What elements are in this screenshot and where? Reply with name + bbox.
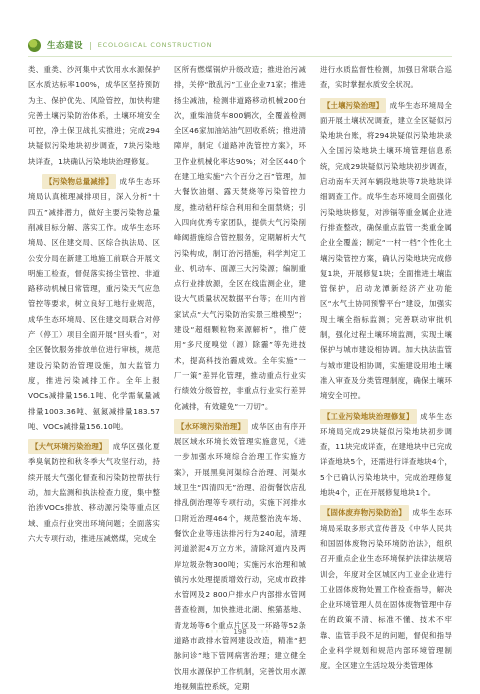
paragraph-text: 进行水质监督性检测，加强日常联合巡查，实时掌握水质安全状况。 <box>320 65 452 90</box>
text-column-middle <box>174 62 306 694</box>
leaf-logo-icon <box>28 39 41 52</box>
paragraph-text: 区所有燃煤锅炉升级改造；推进治污减排，关停“散乱污”工业企业71家；推进扬尘减油，检测非道路移动机械200台次，重柴油货车800辆次，全覆盖检测全区46家加油站油气回收系统；推进清障岸，制定《道路冲洗管控方案》，环卫作业机械化率达90%；对全区440个在建工地实施“六个百分之百”管理，加大餐饮油烟、露天焚烧等污染管控力度，推动秸秆综合利用和全面禁烧；引入四向优秀专家团队，提供大气污染削峰阈措施综合管控服务，定期解析大气污染构成，制订治污措施，科学判定工业、机动车、面源三大污染源；编制重点行业排放源，全区在线监测企业，建设大气质量状况数据平台等；在川内首家试点“大气污染防治实景三维模型”；建设“超细颗粒物来源解析”，推广使用“多尺度嗅觉（源）除霾”等先进技术，提高科技治霾成效。全年实施“一厂一策”差异化管理，推动重点行业实行绩效分级管控，非重点行业实行差异化减排，有效避免“一刀切”。 <box>174 65 306 411</box>
section-title-cn: 生态建设 <box>47 41 84 51</box>
paragraph-heading-tag: 【水环境污染治理】 <box>174 419 248 434</box>
page-header <box>28 38 212 52</box>
paragraph <box>320 409 452 501</box>
paragraph-text: 成华生态环境局全面开展土壤状况调查，建立全区疑似污染地块台账，将294块疑似污染地块录入全国污染地块土壤环境管理信息系统，完成29块疑似污染地块初步调查，启动南车天河车辆段地块等7块地块详细调查工作。成华生态环境局全面强化污染地块修复，对涉镉等重金属企业进行排查整改，确保重点监管一类重金属企业全覆盖；制定“一村一档”个性化土壤污染管控方案，确认污染地块完成修复1块，开展修复1块；全面推进土壤监管保护，启动龙潭新经济产业功能区“水气土协同预警平台”建设，加强实现土壤全指标监测；完善联动审批机制，强化过程土壤环境监测，实现土壤保护与城市建设相协调。加大执法监管与城市建设相协调，实施建设用地土壤准入审查及分类管理制度，确保土壤环境安全可控。 <box>320 100 452 401</box>
paragraph-text: 类、重类、沙河集中式饮用水水源保护区水质达标率100%，成华区坚持预防为主、保护优先、风险管控，加快构建完善土壤污染防治体系，土壤环境安全可控，净土保卫战扎实推进；完成294块疑似污染地块初步调查，7块污染地块详查，1块确认污染地块治理修复。 <box>28 65 160 166</box>
paragraph-heading-tag: 【污染物总量减排】 <box>42 174 116 189</box>
paragraph-text: 成华生态环境局认真梳理减排项目，深入分析“十四五”减排潜力，做好主要污染物总量削减目标分解、落实工作。成华生态环境局、区住建交局、区综合执法局、区公安分局在新建工地施工前联合开展文明施工检查，督促落实扬尘管控、非道路移动机械日常管理，重污染天气应急管控等要求，树立良好工地行业规范，成华生态环境局、区住建交局联合对停产（停工）项目全面开展“回头看”，对全区餐饮服务排放单位进行审核，规范建设污染防治管理设施，加大监管力度，推进污染减排工作。全年上报VOCs减排量156.1吨、化学需氧量减排量1003.36吨、氨氮减排量183.57吨、VOCs减排量156.10吨。 <box>28 177 160 431</box>
section-separator: | <box>89 40 92 50</box>
footer-ornament-right: ◦◦◦ <box>254 628 271 636</box>
paragraph-heading-tag: 【土壤污染治理】 <box>320 98 386 113</box>
paragraph <box>174 62 306 414</box>
header-divider <box>28 56 452 57</box>
footer-ornament-left: ◦◦◦ <box>209 628 226 636</box>
text-column-right <box>320 62 452 694</box>
paragraph <box>28 62 160 169</box>
paragraph <box>28 174 160 434</box>
paragraph <box>174 419 306 694</box>
paragraph-text: 成华区强化夏季臭氧防控和秋冬季大气攻坚行动，持续开展大气强化督查和污染防控帮扶行动，加大监测和执法检查力度，集中整治涉VOCs排放、移动源污染等重点区域、重点行业突出环境问题；全面落实六大专项行动，推进压减燃煤，完成全 <box>28 442 160 543</box>
section-title-en: ECOLOGICAL CONSTRUCTION <box>97 41 213 49</box>
paragraph-heading-tag: 【固体废弃物污染防治】 <box>320 505 409 520</box>
paragraph-text: 成华生态环境局完成29块疑似污染地块初步调查，11块完成详查，在建地块中已完成详查地块5个，还需进行详查地块4个，5个已确认污染地块中，完成治理修复地块4个，正在开展修复地块1个。 <box>320 411 452 498</box>
paragraph <box>320 98 452 404</box>
paragraph-text: 成华生态环境局采取多形式宣传普及《中华人民共和国固体废物污染环境防治法》，组织召开重点企业生态环境保护法律法规培训会，年度对全区城区内工业企业进行工业固体废物处置工作检查指导，解决企业环境管理人员在固体废物管理中存在的政策不清、标准不懂、技术不牢靠、监管手段不足的问题，督促和指导企业科学规划和规范内部环境管理制度。全区建立生活垃圾分类管理体 <box>320 508 452 671</box>
paragraph-text: 成华区由有序开展区域水环境长效管理实施意见，《进一步加强水环境综合治理工作实施方案》，开展黑臭河渠综合治理、河渠水域卫生“四清四无”治理、沿街餐饮店乱排乱倒治理等专项行动，实施下河排水口附近治理464个，规范整治洗车场、餐饮企业等违法排污行为240起，清理河道淤泥4万立方米，清除河道内及两岸垃圾杂物300吨；实施污水治理和城镇污水处理提质增效行动，完成市政排水管网及2 800户排水户内部排水管网普查检测，加快推进北湖、熊猫基地、青龙场等6个重点片区及一环路等52条道路市政排水管网建设改造，精准“把脉问诊”地下管网病害治理；建立健全饮用水源保护工作机制，完善饮用水源地视频监控系统，定期 <box>174 421 306 691</box>
page-footer <box>0 628 480 636</box>
paragraph-heading-tag: 【大气环境污染治理】 <box>28 439 109 454</box>
text-column-left <box>28 62 160 694</box>
paragraph <box>320 505 452 673</box>
paragraph <box>28 439 160 546</box>
page-number: 198 <box>233 628 247 636</box>
paragraph-heading-tag: 【工业污染地块治理修复】 <box>320 409 417 424</box>
paragraph <box>320 62 452 93</box>
